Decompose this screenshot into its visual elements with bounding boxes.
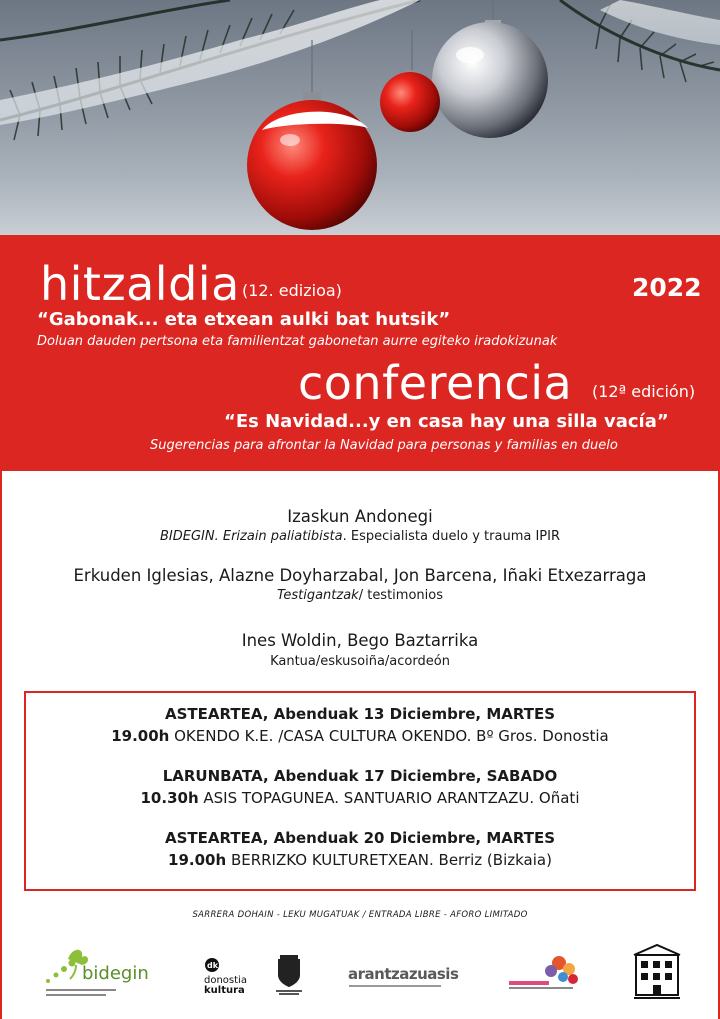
- year-label: 2022: [632, 273, 702, 302]
- arantzazu-asis-logo: [347, 963, 459, 993]
- schedule-date: ASTEARTEA, Abenduak 20 Diciembre, MARTES: [164, 829, 556, 847]
- speaker-role: BIDEGIN. Erizain paliatibista. Especialista duelo y trauma IPIR: [159, 529, 561, 544]
- speaker-role: Kantua/eskusoiña/acordeón: [270, 654, 450, 669]
- association-logo: [507, 953, 587, 993]
- schedule-box: [24, 691, 696, 891]
- title-word-es: conferencia: [298, 356, 573, 410]
- sponsor-logos: [2, 941, 718, 1011]
- speaker-name: Izaskun Andonegi: [287, 507, 433, 526]
- speaker-role: Testigantzak/ testimonios: [277, 588, 443, 603]
- schedule-place: 19.00h BERRIZKO KULTURETXEAN. Berriz (Bizkaia): [168, 851, 552, 869]
- svg-text:kultura: kultura: [204, 985, 245, 996]
- speaker-name: Erkuden Iglesias, Alazne Doyharzabal, Jon Barcena, Iñaki Etxezarraga: [73, 566, 647, 585]
- program-body: [0, 471, 720, 1019]
- event-title-es: “Es Navidad...y en casa hay una silla vacía”: [224, 411, 669, 432]
- schedule-date: ASTEARTEA, Abenduak 13 Diciembre, MARTES: [164, 705, 556, 723]
- edition-es: (12ª edición): [592, 382, 696, 401]
- donostia-kultura-logo: [202, 956, 262, 996]
- bidegin-logo: [38, 941, 158, 1001]
- entry-note: SARRERA DOHAIN - LEKU MUGATUAK / ENTRADA LIBRE - AFORO LIMITADO: [192, 910, 528, 920]
- schedule-place: 10.30h ASIS TOPAGUNEA. SANTUARIO ARANTZAZU. Oñati: [140, 789, 580, 807]
- title-word-eu: hitzaldia: [40, 257, 240, 311]
- christmas-ornaments-photo: [0, 0, 720, 235]
- schedule-place: 19.00h OKENDO K.E. /CASA CULTURA OKENDO. Bº Gros. Donostia: [111, 727, 609, 745]
- svg-text:donostia: donostia: [204, 975, 247, 986]
- speaker-name: Ines Woldin, Bego Baztarrika: [241, 631, 479, 650]
- event-title-eu: “Gabonak... eta etxean aulki bat hutsik”: [37, 309, 451, 330]
- edition-eu: (12. edizioa): [242, 281, 342, 300]
- onati-crest-icon: [272, 951, 306, 996]
- event-subtitle-eu: Doluan dauden pertsona eta familientzat gabonetan aurre egiteko iradokizunak: [37, 334, 558, 349]
- svg-text:dk: dk: [207, 961, 219, 970]
- schedule-date: LARUNBATA, Abenduak 17 Diciembre, SABADO: [162, 767, 558, 785]
- building-logo: [632, 943, 682, 1001]
- event-subtitle-es: Sugerencias para afrontar la Navidad para personas y familias en duelo: [150, 438, 618, 453]
- bidegin-text: bidegin: [82, 963, 149, 984]
- svg-text:arantzazuasis: arantzazuasis: [348, 965, 459, 983]
- title-banner: [0, 235, 720, 471]
